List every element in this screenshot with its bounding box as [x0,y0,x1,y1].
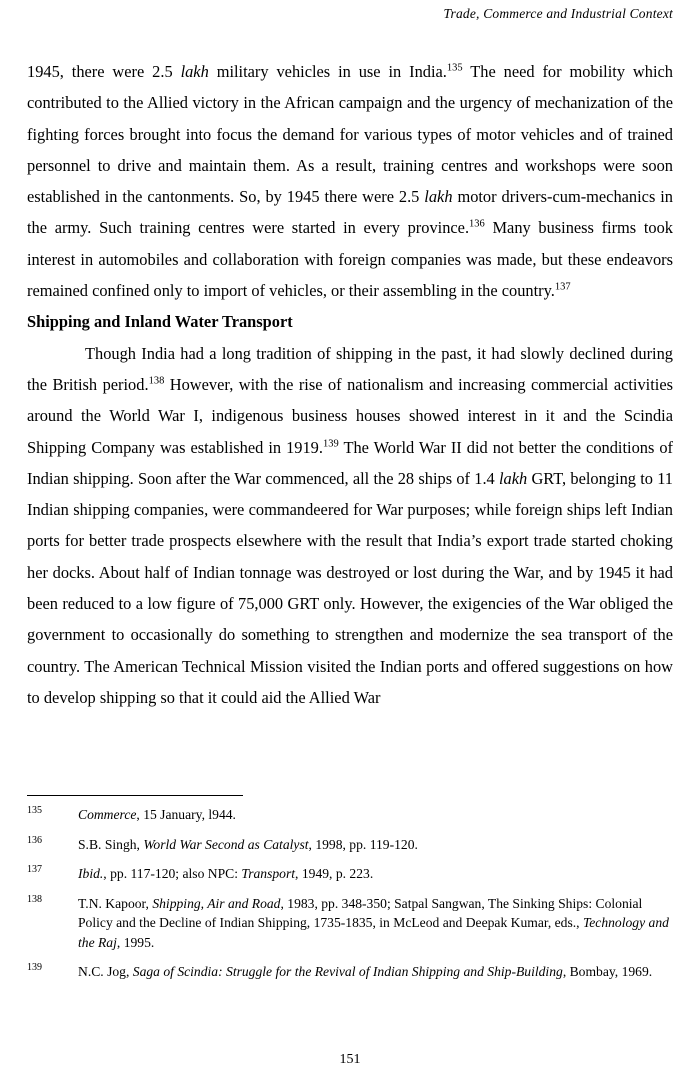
text-segment: Many business firms took interest in automobiles and collaboration with foreign companies was made, but these endeavors remained confined only to import of vehicles, or their assembling in the country. [27,218,673,301]
text-segment-italic: Commerce [78,807,137,822]
text-segment-italic: lakh [498,468,528,488]
footnote-number: 137 [27,864,42,875]
page-number-value: 151 [339,1052,361,1067]
text-segment-italic: Transport [241,866,296,881]
footnote-number: 139 [27,962,42,973]
text-segment: S.B. Singh, [78,836,144,852]
running-header [27,6,673,22]
text-segment: military vehicles in use in India. [208,62,447,81]
text-segment: GRT, belonging to 11 Indian shipping companies, were commandeered for War purposes; while foreign ships left Indian ports for better trade prospects elsewhere with the result that India’s export trade started choking her docks. About half of Indian tonnage was destroyed or lost during the War, and by 1945 it had been reduced to a low figure of 75,000 GRT only. However, the exigencies of the War obliged the government to occasionally do something to strengthen and modernize the sea transport of the country. The American Technical Mission visited the Indian ports and offered suggestions on how to develop shipping so that it could aid the Allied War [27,468,673,707]
text-segment: The need for mobility which contributed to the Allied victory in the African campaign and the urgency of mechanization of the fighting forces brought into focus the demand for various types of motor vehicles and of trained personnel to drive and maintain them. As a result, training centres and workshops were soon established in the cantonments. So, by 1945 there were 2.5 [27,62,673,207]
footnote-reference-139: 139 [322,438,339,450]
footnote-entry-137 [27,864,673,884]
footnote-reference-135: 135 [446,62,463,74]
text-segment-italic: lakh [180,62,209,81]
text-segment: , Bombay, 1969. [562,964,653,979]
footnote-reference-136: 136 [469,219,485,231]
text-segment: The World War II did not better the conditions of Indian shipping. Soon after the War commenced, all the 28 ships of 1.4 [27,437,674,488]
text-segment: However, with the rise of nationalism and increasing commercial activities around the World War I, indigenous business houses showed interest in it and the Scindia Shipping Company was established in 1919. [27,374,673,457]
text-segment-italic: lakh [424,187,453,207]
text-segment: , 1949, p. 223. [295,866,374,881]
footnote-entry-135 [27,805,673,825]
text-segment: 1945, there were 2.5 [27,62,181,81]
footnote-number: 135 [27,805,42,816]
text-segment: , 1995. [116,934,155,950]
text-segment: , pp. 117-120; also NPC: [103,866,242,881]
footnote-reference-138: 138 [148,375,165,387]
footnote-number: 138 [27,893,42,905]
section-heading: Shipping and Inland Water Transport [27,312,293,332]
footnote-entry-139 [27,962,673,982]
text-segment: , 15 January, l944. [136,807,236,822]
page-number [0,1052,700,1068]
text-segment-italic: Saga of Scindia: Struggle for the Revival of Indian Shipping and Ship-Building [132,964,563,979]
text-segment-italic: Shipping, Air and Road [152,895,281,911]
paragraph-motor-vehicles [27,56,673,306]
footnote-entry-136 [27,835,673,855]
footnote-number: 136 [27,834,42,846]
running-header-title: Trade, Commerce and Industrial Context [443,6,673,21]
text-segment: , 1983, pp. 348-350; Satpal Sangwan, The Sinking Ships: Colonial Policy and the Decline of Indian Shipping, 1735-1835, in McLeod and Deepak Kumar, eds., [78,895,643,930]
text-segment: , 1998, pp. 119-120. [308,836,418,852]
text-segment: motor drivers-cum-mechanics in the army. Such training centres were started in every province. [27,187,673,238]
paragraph-shipping [27,338,673,714]
text-segment-italic: Technology and the Raj [78,915,669,950]
footnotes-section [27,795,673,982]
footnote-separator-rule [27,795,243,796]
text-segment: T.N. Kapoor, [78,895,153,911]
footnote-entry-138 [27,894,673,953]
text-segment: N.C. Jog, [78,964,133,979]
text-segment-italic: Ibid. [78,866,104,881]
text-segment: Though India had a long tradition of shipping in the past, it had slowly declined during the British period. [27,343,673,394]
body-text-block [27,56,673,713]
text-segment-italic: World War Second as Catalyst [143,836,309,852]
footnote-reference-137: 137 [554,281,571,293]
